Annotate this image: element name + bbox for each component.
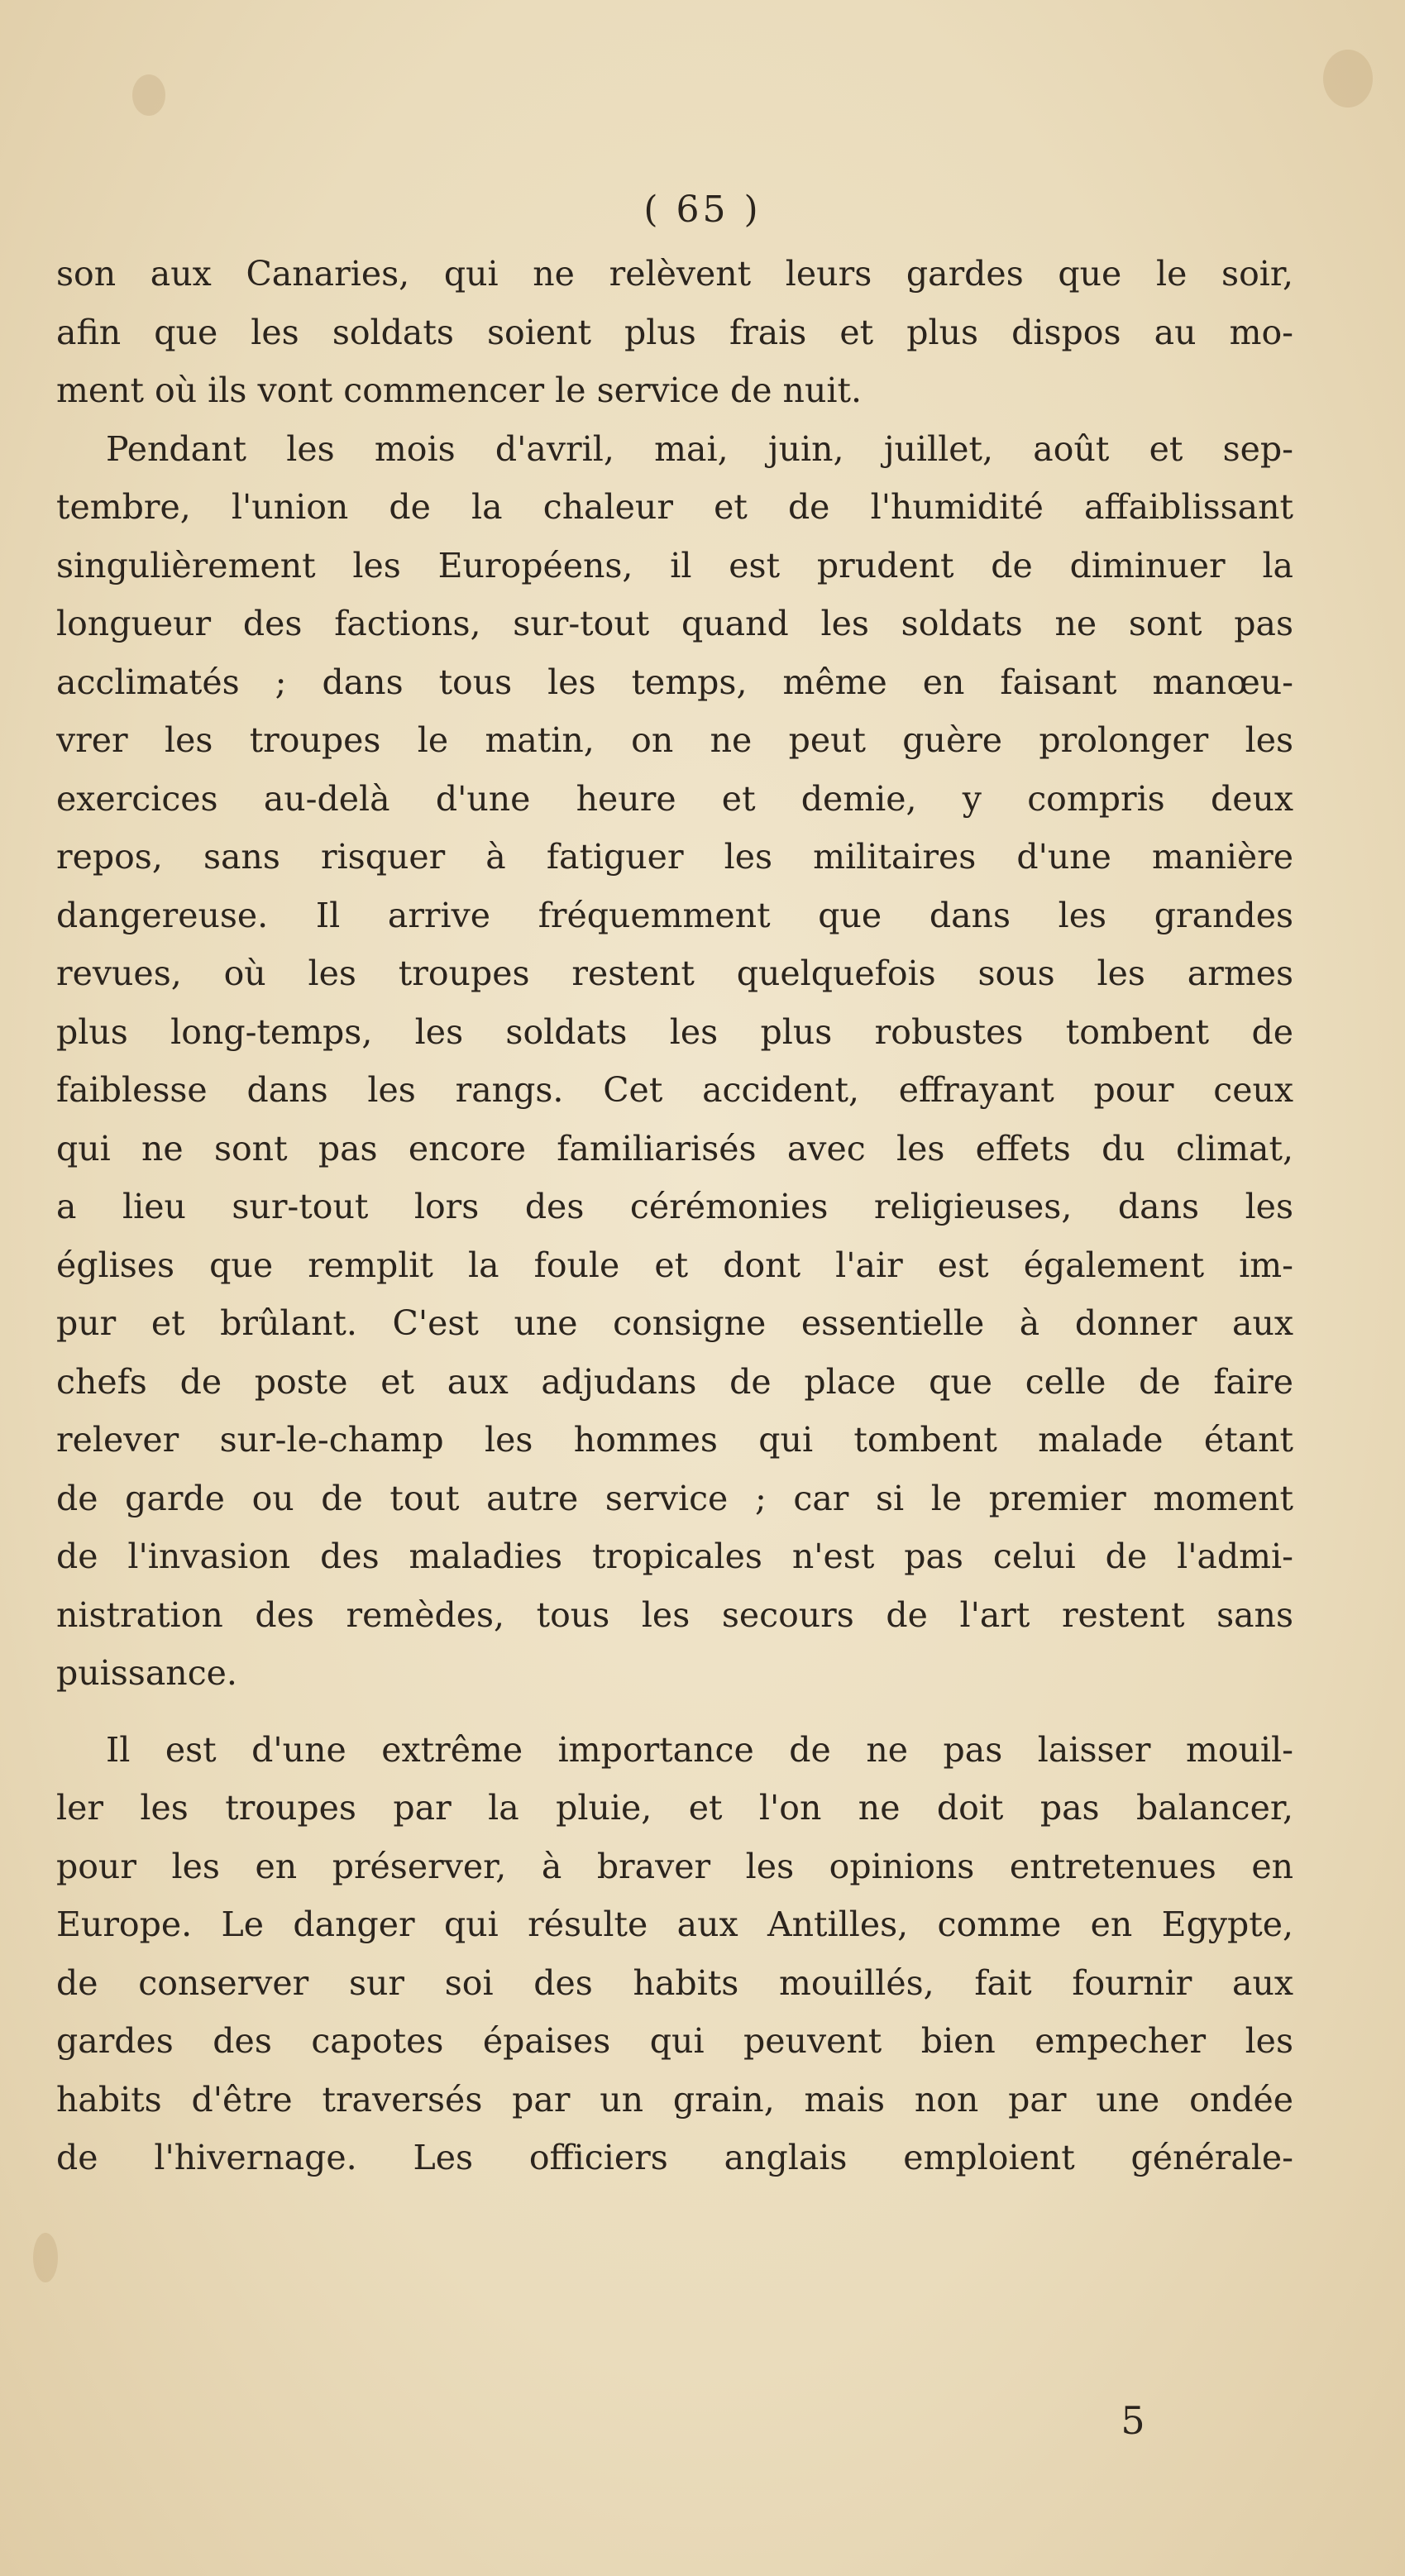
text-line: de conserver sur soi des habits mouillés, fait fournir aux [56, 1962, 1293, 2003]
text-line: repos, sans risquer à fatiguer les militaires d'une manière [56, 837, 1293, 877]
text-line: ment où ils vont commencer le service de nuit. [56, 370, 862, 410]
text-line: de l'invasion des maladies tropicales n'est pas celui de l'admi- [56, 1537, 1293, 1576]
text-line: ler les troupes par la pluie, et l'on ne doit pas balancer, [56, 1788, 1293, 1828]
text-line: gardes des capotes épaises qui peuvent bien empecher les [56, 2021, 1293, 2061]
text-line: de garde ou de tout autre service ; car si le premier moment [56, 1478, 1293, 1518]
text-line: pour les en préserver, à braver les opinions entretenues en [56, 1846, 1293, 1886]
text-line: églises que remplit la foule et dont l'air est également im- [56, 1245, 1293, 1285]
text-line: dangereuse. Il arrive fréquemment que dans les grandes [56, 895, 1293, 935]
page-number: ( 65 ) [643, 189, 762, 231]
text-line: faiblesse dans les rangs. Cet accident, effrayant pour ceux [56, 1070, 1293, 1110]
text-line: plus long-temps, les soldats les plus robustes tombent de [56, 1011, 1293, 1052]
text-line: longueur des factions, sur-tout quand les soldats ne sont pas [56, 604, 1293, 643]
text-line: afin que les soldats soient plus frais et plus dispos au mo- [56, 312, 1293, 352]
text-line: acclimatés ; dans tous les temps, même en faisant manœu- [56, 662, 1293, 702]
text-line: chefs de poste et aux adjudans de place que celle de faire [56, 1361, 1293, 1402]
text-line: Europe. Le danger qui résulte aux Antilles, comme en Egypte, [56, 1905, 1293, 1944]
text-line: qui ne sont pas encore familiarisés avec les effets du climat, [56, 1128, 1293, 1169]
text-line: de l'hivernage. Les officiers anglais emploient générale- [56, 2138, 1293, 2177]
text-line: tembre, l'union de la chaleur et de l'humidité affaiblissant [56, 487, 1293, 527]
text-line: Pendant les mois d'avril, mai, juin, juillet, août et sep- [106, 428, 1293, 469]
text-line: singulièrement les Européens, il est prudent de diminuer la [56, 545, 1293, 585]
text-line: a lieu sur-tout lors des cérémonies religieuses, dans les [56, 1187, 1293, 1226]
paper-stain [1323, 50, 1373, 108]
text-line: pur et brûlant. C'est une consigne essentielle à donner aux [56, 1303, 1293, 1343]
text-line: Il est d'une extrême importance de ne pas laisser mouil- [106, 1729, 1293, 1770]
text-line: exercices au-delà d'une heure et demie, y compris deux [56, 778, 1293, 819]
text-line: nistration des remèdes, tous les secours de l'art restent sans [56, 1594, 1293, 1635]
signature-mark: 5 [1121, 2398, 1145, 2443]
text-line: revues, où les troupes restent quelquefois sous les armes [56, 953, 1293, 993]
body-text [56, 190, 1293, 2187]
paper-stain [33, 2233, 58, 2282]
text-line: son aux Canaries, qui ne relèvent leurs gardes que le soir, [56, 254, 1293, 294]
text-line: relever sur-le-champ les hommes qui tombent malade étant [56, 1420, 1293, 1460]
text-line: puissance. [56, 1653, 237, 1693]
text-line: habits d'être traversés par un grain, mais non par une ondée [56, 2079, 1293, 2120]
paper-stain [132, 74, 165, 116]
text-line: vrer les troupes le matin, on ne peut guère prolonger les [56, 720, 1293, 760]
